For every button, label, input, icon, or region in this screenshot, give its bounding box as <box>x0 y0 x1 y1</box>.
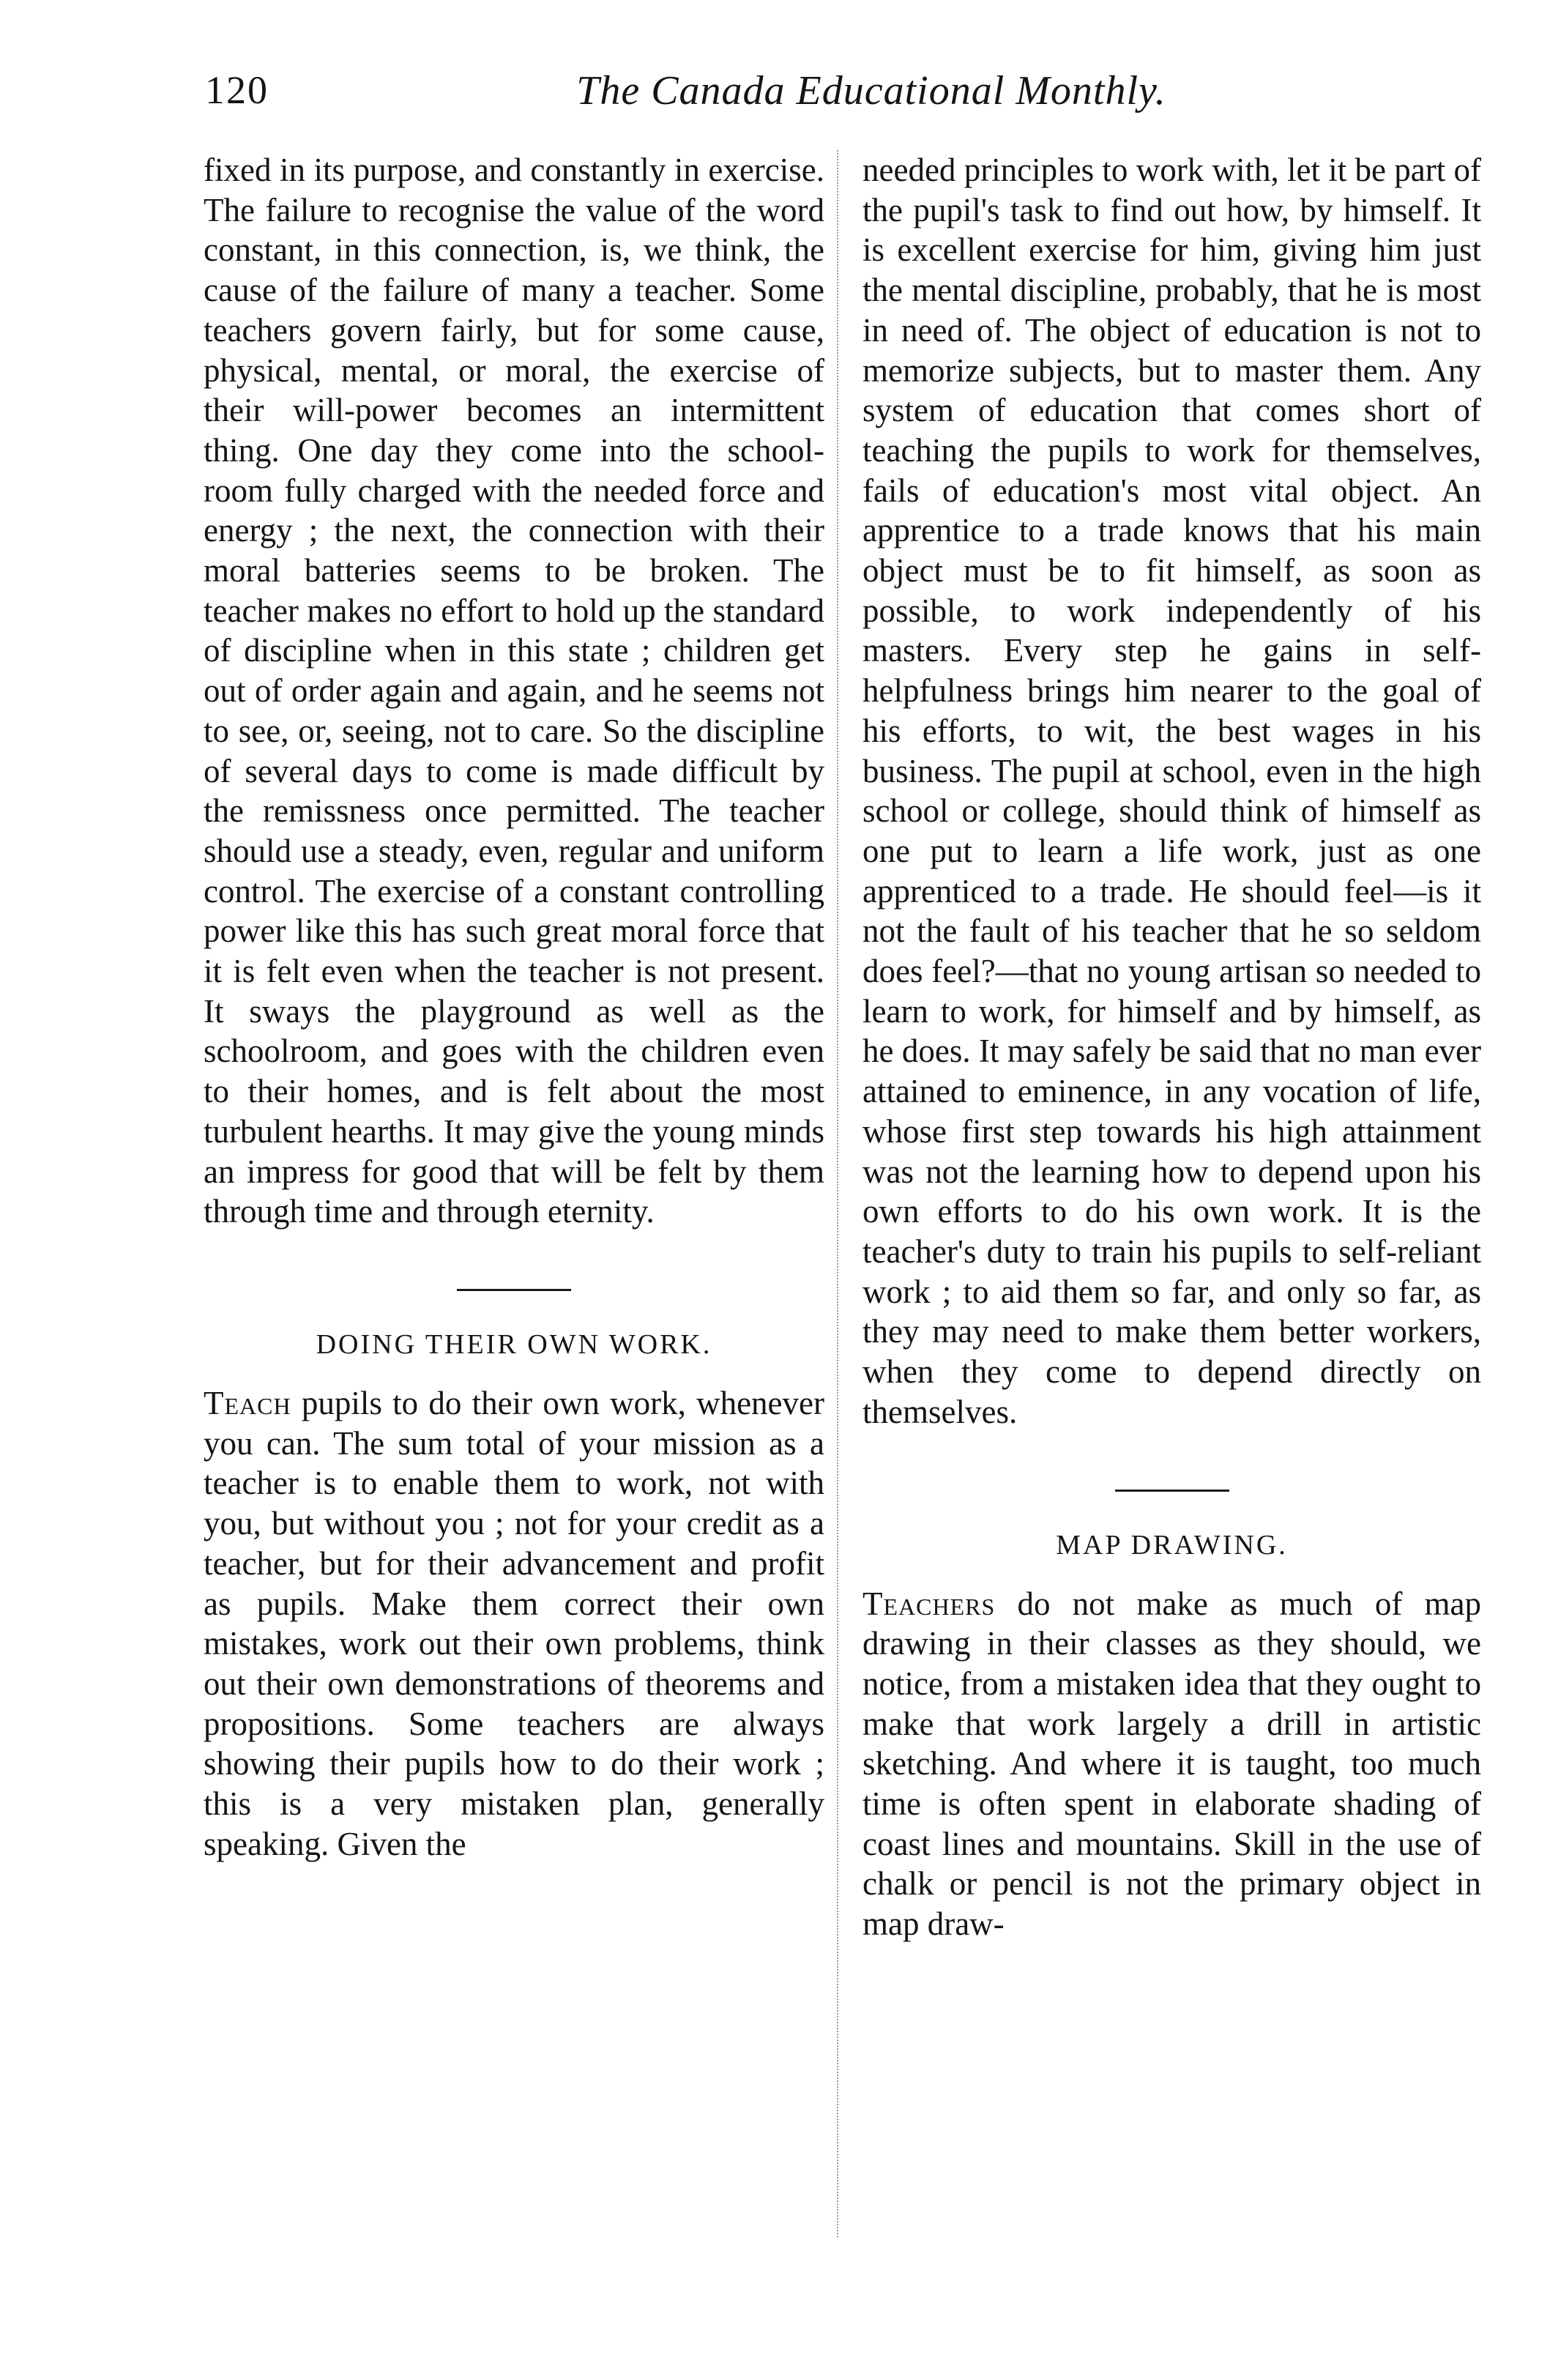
right-column <box>862 150 1481 1944</box>
column-divider <box>837 150 838 2237</box>
map-drawing-paragraph <box>862 1584 1481 1944</box>
right-column-continuation-paragraph: needed principles to work with, let it be part of the pupil's task to find out how, by himself. It is excellent exercise for him, giving him just the mental discipline, probably, that he is most in need of. The object of education is not to memorize subjects, but to master them. Any system of education that comes short of teaching the pupils to work for themselves, fails of education's most vital object. An apprentice to a trade knows that his main object must be to fit himself, as soon as possible, to work independently of his masters. Every step he gains in self-helpfulness brings him nearer to the goal of his efforts, to wit, the best wages in his business. The pupil at school, even in the high school or college, should think of himself as one put to learn a life work, just as one apprenticed to a trade. He should feel—is it not the fault of his teacher that he so seldom does feel?—that no young artisan so needed to learn to work, for himself and by himself, as he does. It may safely be said that no man ever attained to eminence, in any vocation of life, whose first step towards his high attainment was not the learning how to depend upon his own efforts to do his own work. It is the teacher's duty to train his pupils to self-reliant work ; to aid them so far, and only so far, as they may need to make them better workers, when they come to depend directly on themselves. <box>862 152 1481 1430</box>
left-column <box>204 150 824 1864</box>
page-number: 120 <box>205 68 269 112</box>
journal-title: The Canada Educational Monthly. <box>576 68 1166 114</box>
doing-their-own-work-body: pupils to do their own work, whenever you can. The sum total of your mission as a teacher is to enable them to work, not with you, but without you ; not for your credit as a teacher, but for their advancement and profit as pupils. Make them correct their own mistakes, work out their own problems, think out their own demonstrations of theorems and propositions. Some teachers are always showing their pupils how to do their work ; this is a very mistaken plan, generally speaking. Given the <box>204 1384 824 1862</box>
running-head <box>205 67 1550 126</box>
section-divider-rule <box>1115 1490 1229 1492</box>
left-column-continuation-paragraph: fixed in its purpose, and constantly in exercise. The failure to recognise the value of the word constant, in this connection, is, we think, the cause of the failure of many a teacher. Some teachers govern fairly, but for some cause, physical, mental, or moral, the exercise of their will-power becomes an intermittent thing. One day they come into the school-room fully charged with the needed force and energy ; the next, the connection with their moral batteries seems to be broken. The teacher makes no effort to hold up the standard of discipline when in this state ; children get out of order again and again, and he seems not to see, or, seeing, not to care. So the discipline of several days to come is made difficult by the remissness once permitted. The teacher should use a steady, even, regular and uniform control. The exercise of a constant controlling power like this has such great moral force that it is felt even when the teacher is not present. It sways the playground as well as the schoolroom, and goes with the children even to their homes, and is felt about the most turbulent hearths. It may give the young minds an impress for good that will be felt by them through time and through eternity. <box>204 152 824 1230</box>
section-heading-doing-their-own-work: DOING THEIR OWN WORK. <box>316 1328 712 1360</box>
section-divider-rule <box>457 1289 571 1291</box>
map-drawing-body: do not make as much of map drawing in their classes as they should, we notice, from a mistaken idea that they ought to make that work largely a drill in artistic sketching. And where it is taught, too much time is often spent in elaborate shading of coast lines and mountains. Skill in the use of chalk or pencil is not the primary object in map draw- <box>862 1585 1481 1943</box>
map-drawing-lead-word: Teachers <box>862 1585 996 1622</box>
section-heading-map-drawing: MAP DRAWING. <box>1056 1529 1288 1561</box>
doing-their-own-work-paragraph <box>204 1383 824 1864</box>
doing-their-own-work-lead-word: Teach <box>204 1384 291 1421</box>
